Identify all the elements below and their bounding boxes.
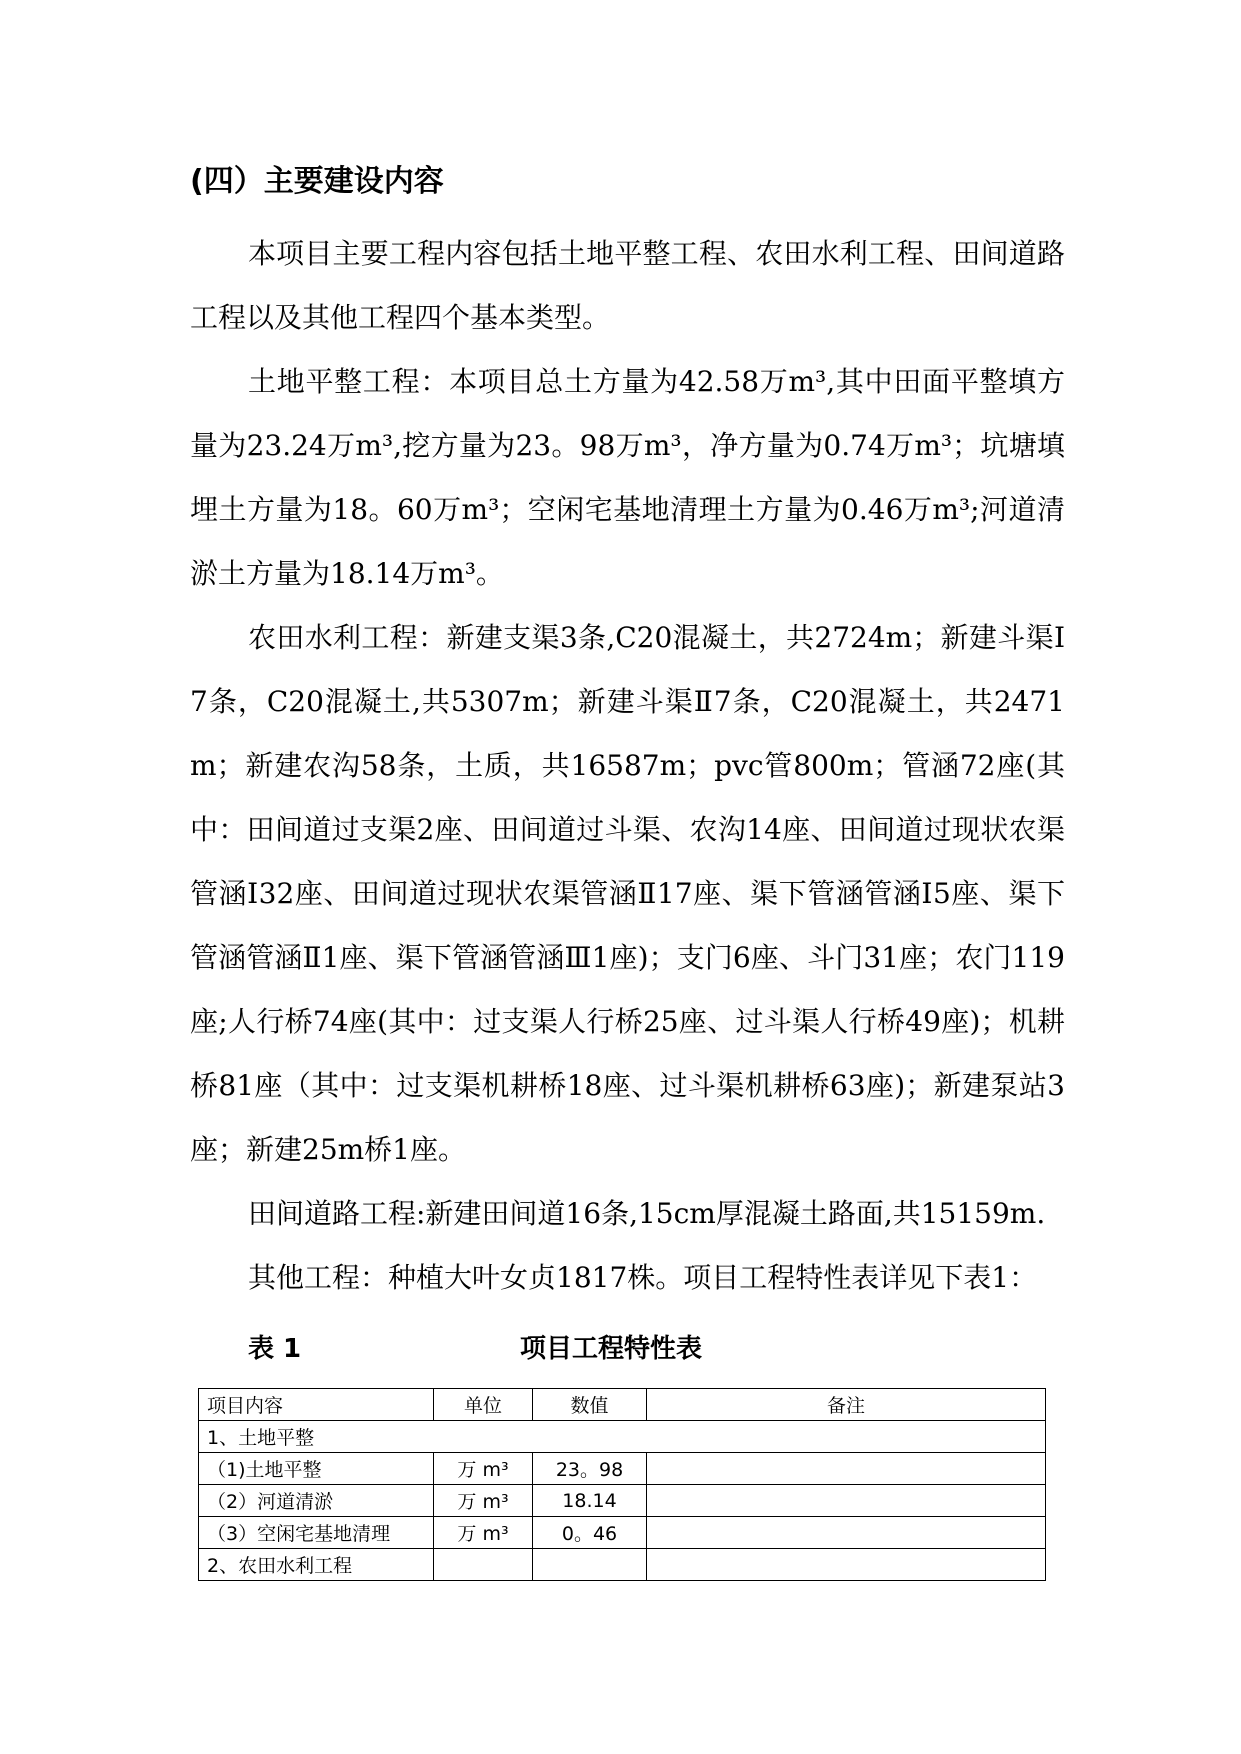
note-cell [647,1517,1046,1549]
value-cell: 0。46 [533,1517,647,1549]
header-note: 备注 [647,1389,1046,1421]
unit-cell: 万 m³ [434,1453,533,1485]
paragraph-land-leveling: 土地平整工程：本项目总土方量为42.58万m³,其中田面平整填方量为23.24万m³,挖方量为23。98万m³，净方量为0.74万m³；坑塘填埋土方量为18。60万m³；空闲宅基地清理土方量为0.46万m³;河道清淤土方量为18.14万m³。 [190,365,1065,590]
table-number: 表 1 [248,1334,302,1364]
unit-cell: 万 m³ [434,1517,533,1549]
header-item: 项目内容 [199,1389,434,1421]
value-cell [533,1549,647,1581]
table-caption [190,1322,1065,1372]
table-header-row [199,1389,1046,1421]
paragraph-overview: 本项目主要工程内容包括土地平整工程、农田水利工程、田间道路工程以及其他工程四个基本类型。 [190,237,1065,334]
paragraph-irrigation: 农田水利工程：新建支渠3条,C20混凝土，共2724m；新建斗渠Ⅰ7条，C20混凝土,共5307m；新建斗渠Ⅱ7条，C20混凝土，共2471m；新建农沟58条，土质，共16587m；pvc管800m；管涵72座(其中：田间道过支渠2座、田间道过斗渠、农沟14座、田间道过现状农渠管涵Ⅰ32座、田间道过现状农渠管涵Ⅱ17座、渠下管涵管涵Ⅰ5座、渠下管涵管涵Ⅱ1座、渠下管涵管涵Ⅲ1座)；支门6座、斗门31座；农门119座;人行桥74座(其中：过支渠人行桥25座、过斗渠人行桥49座)；机耕桥81座（其中：过支渠机耕桥18座、过斗渠机耕桥63座)；新建泵站3座；新建25m桥1座。 [190,621,1065,1166]
table-row [199,1421,1046,1453]
note-cell [647,1549,1046,1581]
note-cell [647,1485,1046,1517]
value-cell: 18.14 [533,1485,647,1517]
header-value: 数值 [533,1389,647,1421]
item-cell: （1)土地平整 [199,1453,434,1485]
table-row [199,1549,1046,1581]
section-cell: 1、土地平整 [199,1421,1046,1453]
project-spec-table [198,1388,1046,1581]
item-cell: （3）空闲宅基地清理 [199,1517,434,1549]
item-cell: 2、农田水利工程 [199,1549,434,1581]
document-page [190,150,1065,1372]
table-row [199,1453,1046,1485]
paragraph-field-roads: 田间道路工程:新建田间道16条,15cm厚混凝土路面,共15159m. [248,1197,1046,1230]
unit-cell [434,1549,533,1581]
table-row [199,1485,1046,1517]
section-heading: (四）主要建设内容 [190,164,444,199]
note-cell [647,1453,1046,1485]
header-unit: 单位 [434,1389,533,1421]
table-row [199,1517,1046,1549]
unit-cell: 万 m³ [434,1485,533,1517]
item-cell: （2）河道清淤 [199,1485,434,1517]
table-title: 项目工程特性表 [520,1334,703,1364]
paragraph-other-works: 其他工程：种植大叶女贞1817株。项目工程特性表详见下表1： [248,1261,1038,1294]
value-cell: 23。98 [533,1453,647,1485]
